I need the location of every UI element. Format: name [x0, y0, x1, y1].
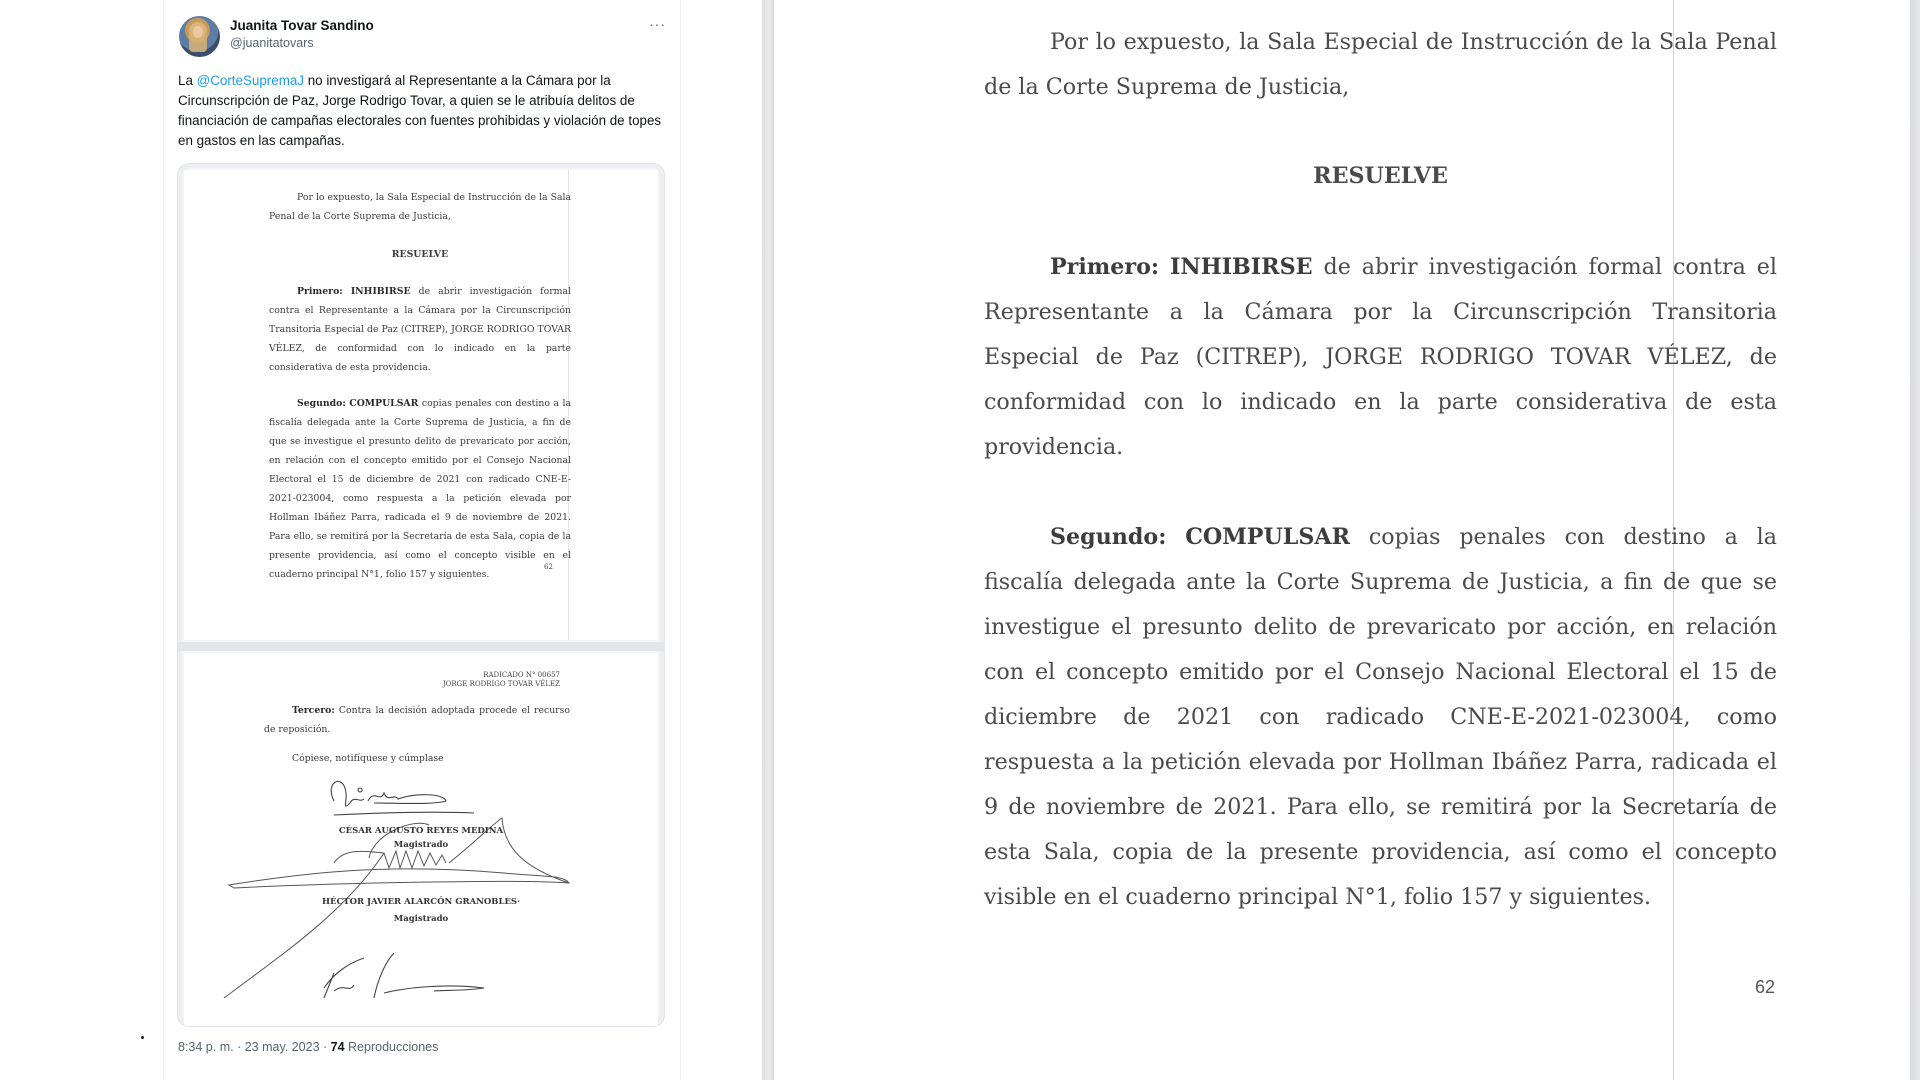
- doc-primero: Primero: INHIBIRSE de abrir investigación formal contra el Representante a la Cámara por la Circunscripción Transitoria Especial de Paz (CITREP), JORGE RODRIGO TOVAR VÉLEZ, de conformidad con lo indicado en la parte considerativa de esta providencia.: [984, 254, 1778, 460]
- mention-link[interactable]: @CorteSupremaJ: [196, 73, 304, 88]
- tweet-text: [178, 71, 668, 151]
- signer2-title: Magistrado: [393, 914, 449, 924]
- doc-heading: RESUELVE: [1313, 163, 1448, 189]
- author-handle[interactable]: @juanitatovars: [230, 36, 314, 50]
- tercero-paragraph: Tercero: Contra la decisión adoptada procede el recurso de reposición.: [264, 705, 570, 735]
- doc-segundo: Segundo: COMPULSAR copias penales con destino a la fiscalía delegada ante la Corte Suprema de Justicia, a fin de que se investigue el presunto delito de prevaricato por acción, en relación con el concepto emitido por el Consejo Nacional Electoral el 15 de diciembre de 2021 con radicado CNE-E-2021-023004, como respuesta a la petición elevada por Hollman Ibáñez Parra, radicada el 9 de noviembre de 2021. Para ello, se remitirá por la Secretaría de esta Sala, copia de la presente providencia, así como el concepto visible en el cuaderno principal N°1, folio 157 y siguientes.: [984, 524, 1777, 910]
- thumb-heading: RESUELVE: [391, 249, 449, 260]
- viewer-scrollbar[interactable]: [1910, 0, 1920, 1080]
- tweet-text-rest: no investigará al Representante a la Cámara por la Circunscripción de Paz, Jorge Rodrigo Tovar, a quien se le atribuía delitos de financiación de campañas electorales con fuentes prohibidas y violación de topes en gastos en las campañas.: [178, 73, 662, 148]
- tweet-meta: 8:34 p. m. · 23 may. 2023 · 74 Reproducciones: [178, 1040, 439, 1054]
- document-page-thumb: [184, 170, 658, 640]
- tweet-date[interactable]: 23 may. 2023: [244, 1040, 320, 1054]
- stray-dot: [141, 1036, 144, 1039]
- views-label: Reproducciones: [344, 1040, 439, 1054]
- tweet-card: [163, 0, 681, 1080]
- signer2-name: HÉCTOR JAVIER ALARCÓN GRANOBLES·: [321, 897, 521, 907]
- tweet-media-image[interactable]: [177, 163, 665, 1027]
- thumb-segundo: Segundo: COMPULSAR copias penales con destino a la fiscalía delegada ante la Corte Suprema de Justicia, a fin de que se investigue el presunto delito de prevaricato por acción, en relación con el concepto emitido por el Consejo Nacional Electoral el 15 de diciembre de 2021 con radicado CNE-E-2021-023004, como respuesta a la petición elevada por Hollman Ibáñez Parra, radicada el 9 de noviembre de 2021. Para ello, se remitirá por la Secretaría de esta Sala, copia de la presente providencia, así como el concepto visible en el cuaderno principal N°1, folio 157 y siguientes.: [269, 398, 571, 580]
- thumb-intro: Por lo expuesto, la Sala Especial de Instrucción de la Sala Penal de la Corte Suprema de Justicia,: [269, 192, 571, 222]
- avatar[interactable]: [179, 16, 220, 57]
- document-page2-thumb: [184, 653, 658, 1026]
- signature-3: [324, 953, 484, 998]
- doc-intro: Por lo expuesto, la Sala Especial de Instrucción de la Sala Penal de la Corte Suprema de Justicia,: [984, 29, 1777, 100]
- views-count: 74: [330, 1040, 345, 1054]
- more-horizontal-icon[interactable]: ···: [649, 16, 666, 32]
- document-page-large: [774, 0, 1910, 1080]
- page-separator: [178, 642, 664, 651]
- signature-1: [331, 781, 474, 815]
- closing-line: Cópiese, notifíquese y cúmplase: [292, 753, 444, 764]
- radicado-header: RADICADO N° 00657 JORGE RODRIGO TOVAR VÉLEZ: [442, 671, 560, 688]
- tweet-text-start: La: [178, 73, 197, 88]
- viewer-gutter: [762, 0, 774, 1080]
- thumb-page-number: 62: [544, 563, 553, 571]
- doc-page-number: 62: [1755, 977, 1776, 997]
- signer1-title: Magistrado: [393, 840, 449, 850]
- signer1-name: CÉSAR AUGUSTO REYES MEDINA: [338, 826, 504, 836]
- thumb-primero: Primero: INHIBIRSE de abrir investigación formal contra el Representante a la Cámara por la Circunscripción Transitoria Especial de Paz (CITREP), JORGE RODRIGO TOVAR VÉLEZ, de conformidad con lo indicado en la parte considerativa de esta providencia.: [269, 286, 571, 373]
- tweet-time[interactable]: 8:34 p. m.: [178, 1040, 234, 1054]
- author-name[interactable]: Juanita Tovar Sandino: [230, 18, 374, 33]
